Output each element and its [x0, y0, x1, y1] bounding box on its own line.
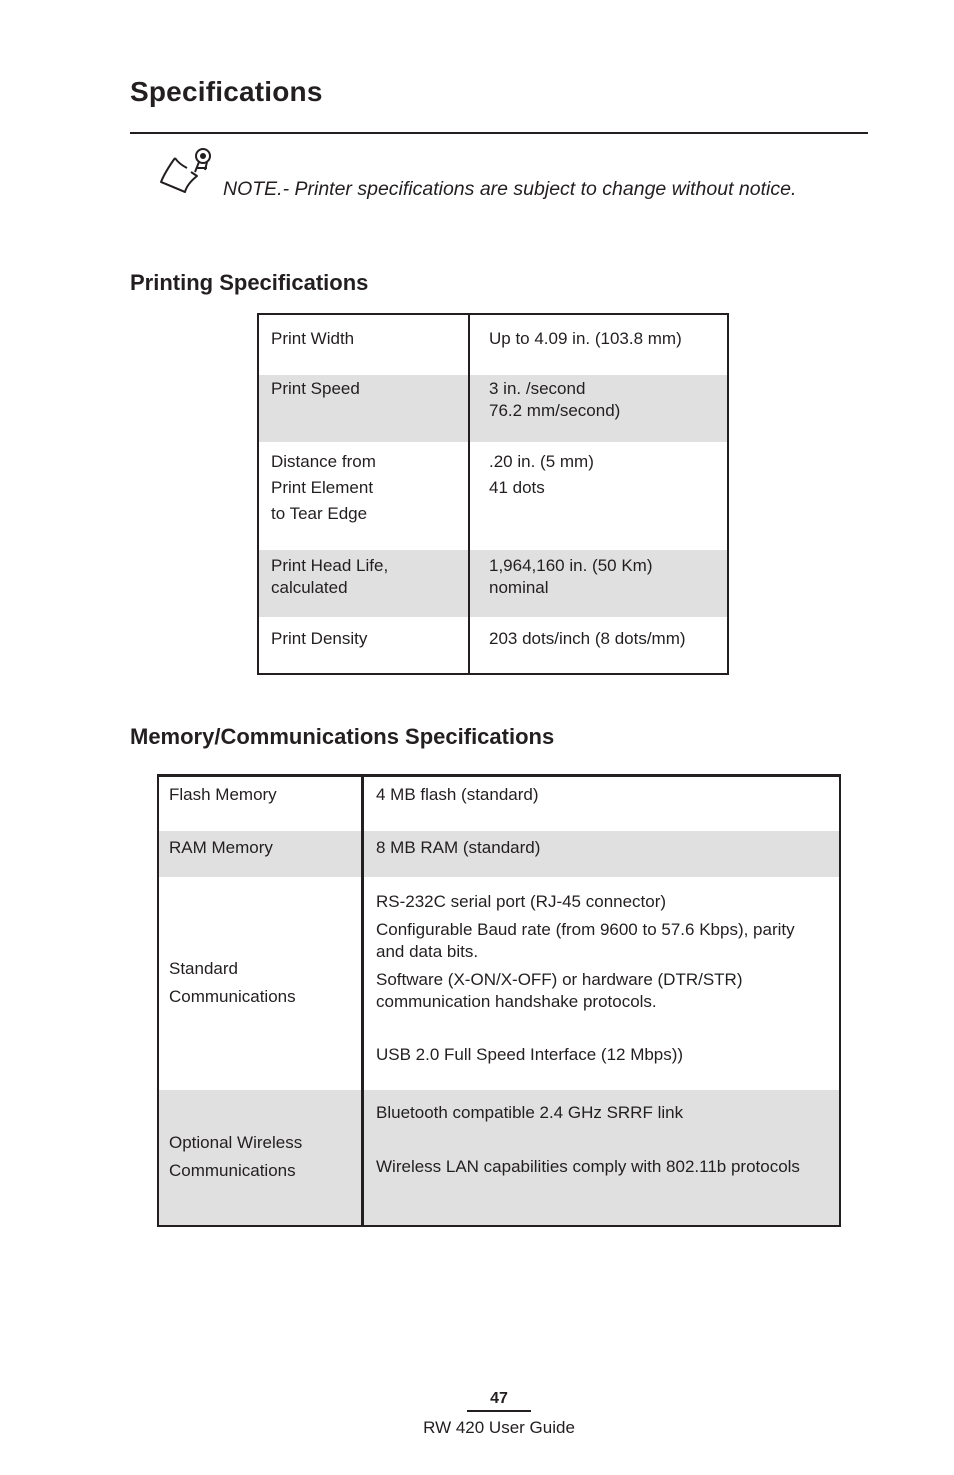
- table-row: [158, 1090, 840, 1226]
- page-title: Specifications: [130, 76, 323, 107]
- page-number: 47: [467, 1390, 531, 1412]
- memory-specs-table: [157, 774, 841, 1227]
- printing-specs-heading: Printing Specifications: [130, 270, 369, 295]
- spec-value: 3 in. /second 76.2 mm/second): [469, 375, 728, 442]
- spec-value: 4 MB flash (standard): [376, 785, 539, 804]
- spec-label: Optional Wireless Communications: [158, 1090, 363, 1226]
- table-row: [158, 877, 840, 1090]
- title-rule: [130, 132, 868, 134]
- guide-title: RW 420 User Guide: [423, 1418, 575, 1437]
- printing-specs-table: [257, 313, 729, 675]
- table-row: [158, 776, 840, 831]
- table-row: [258, 617, 728, 674]
- memory-specs-heading: Memory/Communications Specifications: [130, 724, 555, 749]
- spec-value: .20 in. (5 mm) 41 dots: [489, 452, 594, 497]
- spec-value: 203 dots/inch (8 dots/mm): [489, 629, 686, 648]
- spec-label: Standard Communications: [158, 877, 363, 1090]
- note-text: NOTE.- Printer specifications are subject to change without notice.: [223, 178, 797, 200]
- spec-label: Distance from Print Element to Tear Edge: [258, 442, 469, 550]
- spec-label: Print Density: [258, 617, 469, 674]
- spec-label: Print Speed: [258, 375, 469, 442]
- table-row: [258, 375, 728, 442]
- table-row: [158, 831, 840, 877]
- spec-value: Bluetooth compatible 2.4 GHz SRRF link Wireless LAN capabilities comply with 802.11b protocols: [363, 1090, 841, 1226]
- spec-value: Up to 4.09 in. (103.8 mm): [489, 329, 682, 348]
- spec-value: 8 MB RAM (standard): [363, 831, 841, 877]
- spec-value: 1,964,160 in. (50 Km) nominal: [469, 550, 728, 617]
- spec-value: RS-232C serial port (RJ-45 connector) Configurable Baud rate (from 9600 to 57.6 Kbps), parity and data bits. Software (X-ON/X-OFF) or hardware (DTR/STR) communication handshake protocols. USB 2.0 Full Speed Interface (12 Mbps)): [376, 891, 795, 1064]
- table-row: [258, 550, 728, 617]
- spec-label: Flash Memory: [158, 776, 363, 831]
- spec-label: Print Head Life, calculated: [258, 550, 469, 617]
- table-row: [258, 314, 728, 375]
- table-row: [258, 442, 728, 550]
- spec-label: RAM Memory: [158, 831, 363, 877]
- spec-label: Print Width: [258, 314, 469, 375]
